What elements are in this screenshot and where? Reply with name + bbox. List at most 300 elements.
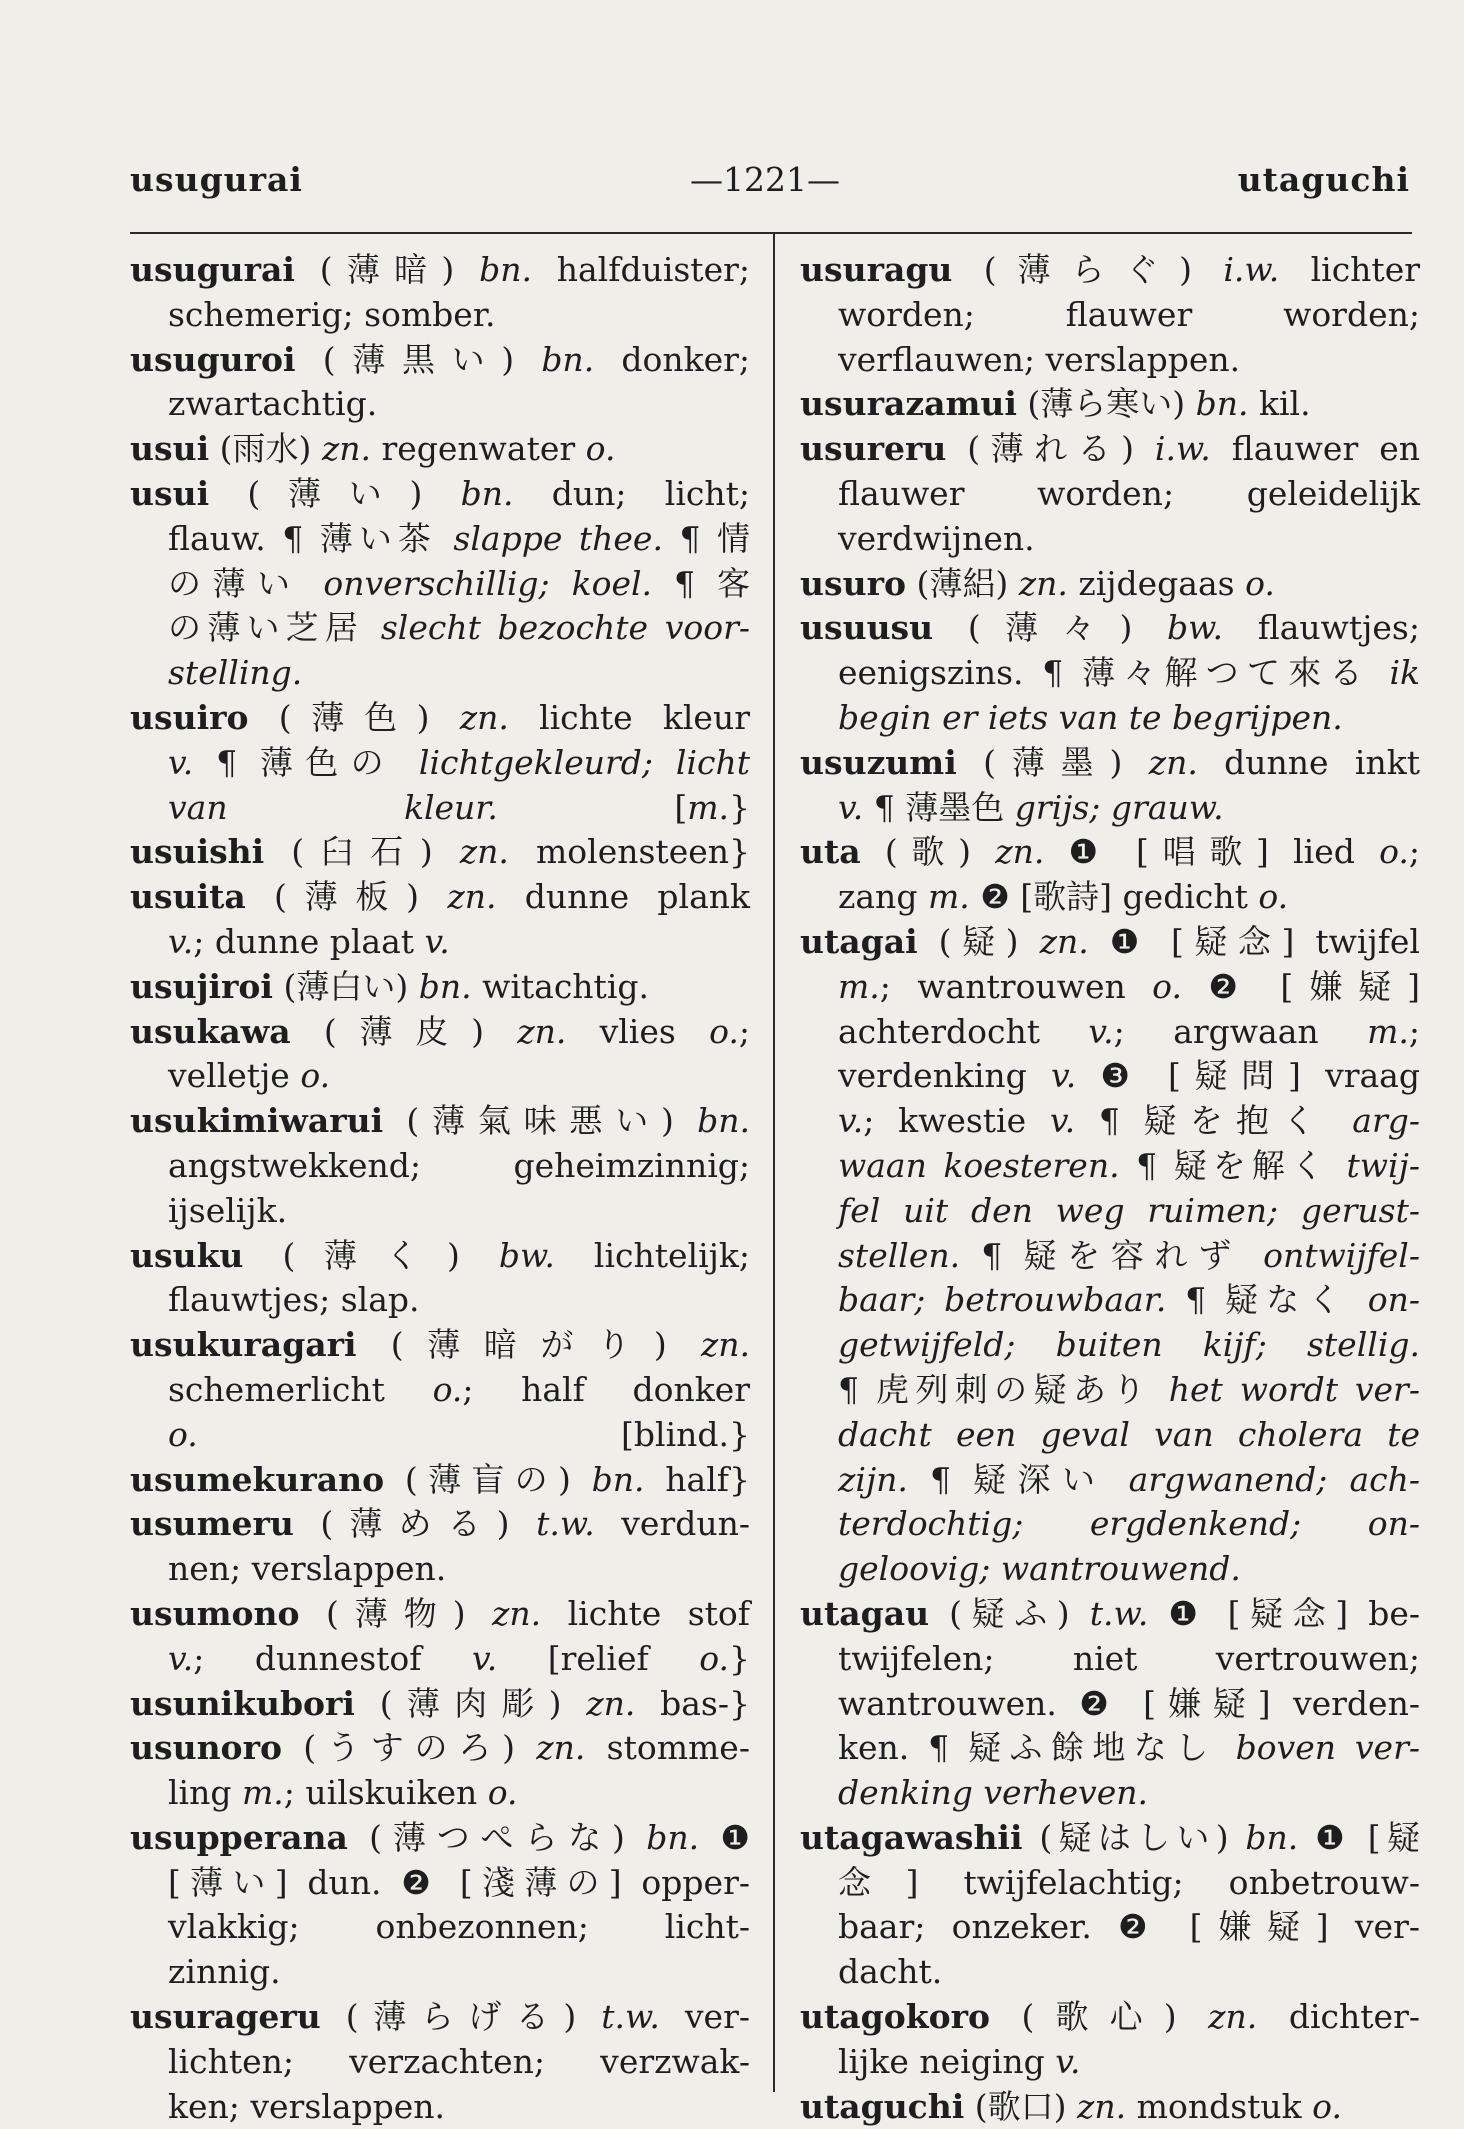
italic-text: zn. [536, 1728, 586, 1768]
headword: usurazamui [800, 384, 1017, 424]
italic-text: argwanend; ach- [1128, 1459, 1421, 1499]
entry-continuation-line [800, 1547, 1420, 1592]
entry-text: (薄肉彫) [354, 1683, 587, 1723]
headword: utagai [800, 921, 918, 961]
entry-text: } [729, 787, 750, 827]
italic-text: o. [300, 1056, 331, 1096]
entry-headword-line [130, 1010, 750, 1055]
entry-headword-line [800, 1995, 1420, 2040]
entry-continuation-line [130, 293, 750, 338]
entry-text: ❷ [歌詩] gedicht [969, 877, 1259, 917]
entry-continuation-line [130, 786, 750, 831]
italic-text: fel uit den weg ruimen; gerust- [838, 1190, 1420, 1230]
entry-text: bas-} [635, 1683, 750, 1723]
entry-headword-line [800, 382, 1420, 427]
entry-text: lichtelijk; [554, 1235, 750, 1275]
entry-continuation-line [800, 517, 1420, 562]
page-number: —1221— [690, 160, 840, 199]
entry-continuation-line [800, 1771, 1420, 1816]
entry-text: ¶ 疑なく [1166, 1280, 1368, 1320]
entry-text: worden; flauwer worden; [838, 294, 1420, 334]
entry-text: verflauwen; verslappen. [838, 339, 1241, 379]
italic-text: m. [838, 966, 880, 1006]
entry-text: stomme- [585, 1728, 750, 1768]
entry-text: flauw. ¶ 薄い茶 [168, 518, 454, 558]
headword: usumono [130, 1593, 300, 1633]
headword: usumeru [130, 1504, 294, 1544]
italic-text: van kleur. [168, 787, 498, 827]
italic-text: o. [487, 1773, 518, 1813]
headword: uta [800, 832, 861, 872]
italic-text: o. [1258, 877, 1289, 917]
italic-text: i.w. [1223, 250, 1280, 289]
entry-headword-line [800, 830, 1420, 875]
italic-text: zn. [1077, 2086, 1127, 2126]
italic-text: o. [585, 429, 616, 469]
entry-text: ¶ 虎列刺の疑あり [838, 1369, 1169, 1409]
entry-text: half} [644, 1459, 750, 1499]
entry-text: ¶ 疑を容れず [960, 1235, 1264, 1275]
entry-headword-line [130, 1234, 750, 1279]
entry-text: donker; [594, 339, 751, 379]
entry-text: (薄める) [293, 1504, 537, 1544]
italic-text: stellen. [838, 1235, 961, 1275]
entry-continuation-line [800, 1637, 1420, 1682]
column-divider [773, 232, 775, 2092]
italic-text: zn. [1208, 1997, 1258, 2037]
entry-text: dunne inkt [1197, 742, 1420, 782]
entry-text: (薄墨) [956, 742, 1149, 782]
entry-continuation-line [800, 293, 1420, 338]
italic-text: getwijfeld; buiten kijf; stellig. [838, 1325, 1420, 1365]
entry-text: regenwater [370, 429, 586, 469]
headword: usukawa [130, 1011, 291, 1051]
entry-headword-line [130, 830, 750, 875]
entry-continuation-line [800, 472, 1420, 517]
entry-continuation-line [800, 1189, 1420, 1234]
italic-text: zn. [492, 1593, 542, 1633]
italic-text: o. [432, 1369, 463, 1409]
headword: usuragu [800, 250, 953, 289]
entry-text: angstwekkend; geheimzinnig; [168, 1145, 750, 1185]
entry-text: zinnig. [168, 1952, 281, 1992]
left-guideword: usugurai [130, 160, 303, 199]
entry-text: (臼石) [264, 832, 460, 872]
entry-continuation-line [800, 1010, 1420, 1055]
entry-headword-line [130, 1099, 750, 1144]
entry-continuation-line [800, 1323, 1420, 1368]
entry-headword-line [130, 1592, 750, 1637]
entry-text: dunne plank [496, 877, 751, 917]
entry-text: witachtig. [471, 966, 649, 1006]
italic-text: dacht een geval van cholera te [838, 1414, 1420, 1454]
italic-text: v. [168, 921, 194, 961]
entry-text: (薄色) [248, 697, 460, 737]
entry-text: molensteen} [508, 832, 750, 872]
entry-text: ; dunne plaat [193, 921, 425, 961]
left-column [130, 248, 750, 2129]
entry-text: ¶ 薄墨色 [863, 787, 1015, 827]
italic-text: v. [168, 742, 194, 782]
entry-headword-line [800, 920, 1420, 965]
entry-headword-line [130, 338, 750, 383]
entry-continuation-line [130, 1368, 750, 1413]
entry-text: ver- [659, 1997, 751, 2037]
entry-continuation-line [130, 1278, 750, 1323]
entry-continuation-line [130, 1054, 750, 1099]
headword: usuiro [130, 697, 249, 737]
entry-text: ¶ 疑深い [907, 1459, 1129, 1499]
entry-continuation-line [800, 786, 1420, 831]
italic-text: waan koesteren. [838, 1145, 1120, 1185]
entry-text: (雨水) [209, 429, 322, 469]
entry-text: (うすのろ) [281, 1728, 537, 1768]
entry-text: [ [497, 787, 688, 827]
headword: usupperana [130, 1817, 348, 1857]
entry-headword-line [800, 427, 1420, 472]
entry-text: lichte kleur [508, 697, 750, 737]
entry-text: (疑) [917, 921, 1040, 961]
entry-headword-line [130, 472, 750, 517]
entry-continuation-line [130, 1144, 750, 1189]
italic-text: het wordt ver- [1168, 1369, 1420, 1409]
entry-text: vlies [566, 1011, 710, 1051]
entry-headword-line [800, 606, 1420, 651]
entry-headword-line [800, 2085, 1420, 2129]
headword: usui [130, 429, 210, 469]
entry-text: (歌心) [989, 1997, 1209, 2037]
entry-text: halfduister; [531, 250, 750, 289]
italic-text: v. [838, 1101, 864, 1141]
italic-text: begin er iets van te begrijpen. [838, 697, 1343, 737]
headword: utagawashii [800, 1817, 1023, 1857]
italic-text: zijn. [838, 1459, 908, 1499]
entry-text: (薄暗) [294, 250, 480, 289]
entry-continuation-line [800, 1905, 1420, 1950]
entry-text: (薄い) [209, 473, 461, 513]
headword: utagokoro [800, 1997, 990, 2037]
right-guideword: utaguchi [1237, 160, 1410, 199]
entry-text: (薄らぐ) [952, 250, 1224, 289]
entry-text: ❷ [嫌疑] [1181, 966, 1420, 1006]
entry-text: verdun- [594, 1504, 751, 1544]
entry-text: (薄黒い) [295, 339, 542, 379]
entry-continuation-line [800, 1458, 1420, 1503]
entry-headword-line [130, 1726, 750, 1771]
italic-text: o. [168, 1414, 198, 1454]
entry-continuation-line [800, 875, 1420, 920]
entry-continuation-line [800, 1278, 1420, 1323]
headword: usui [130, 473, 210, 513]
italic-text: zn. [459, 832, 509, 872]
entry-text: [relief [497, 1638, 700, 1678]
entry-text: zang [838, 877, 928, 917]
entry-text: ken; verslappen. [168, 2086, 446, 2126]
italic-text: geloovig; wantrouwend. [838, 1549, 1241, 1589]
italic-text: slappe thee. [453, 518, 663, 558]
entry-text: (薄れる) [946, 429, 1155, 469]
entry-continuation-line [130, 1413, 750, 1458]
headword: utagau [800, 1593, 930, 1633]
entry-text: (薄く) [243, 1235, 499, 1275]
headword: usuusu [800, 608, 934, 648]
headword: usunikubori [130, 1683, 355, 1723]
italic-text: lichtgekleurd; licht [418, 742, 750, 782]
entry-text: ; [1408, 1011, 1420, 1051]
italic-text: bn. [460, 473, 514, 513]
entry-text: lichter [1279, 250, 1421, 289]
entry-text: ; kwestie [863, 1101, 1050, 1141]
entry-headword-line [130, 696, 750, 741]
italic-text: stelling. [168, 653, 303, 693]
italic-text: terdochtig; ergdenkend; on- [838, 1504, 1420, 1544]
italic-text: zn. [321, 429, 371, 469]
headword: usuzumi [800, 742, 957, 782]
entry-headword-line [130, 1458, 750, 1503]
headword: usugurai [130, 250, 295, 289]
italic-text: zn. [1039, 921, 1089, 961]
italic-text: o. [1312, 2086, 1342, 2126]
entry-text: mondstuk [1126, 2086, 1313, 2126]
entry-text: ❶ [疑念] twijfel [1088, 921, 1420, 961]
italic-text: bn. [646, 1817, 700, 1857]
entry-text: (歌) [860, 832, 996, 872]
entry-text: ¶ 客 [652, 563, 750, 603]
entry-text: ; [1408, 832, 1420, 872]
italic-text: o. [1379, 832, 1409, 872]
italic-text: t.w. [601, 1997, 660, 2037]
italic-text: bw. [1167, 608, 1223, 648]
entry-headword-line [130, 248, 750, 293]
entry-text: (薄白い) [272, 966, 419, 1006]
entry-headword-line [130, 965, 750, 1010]
entry-text: [薄い] dun. ❷ [淺薄の] opper- [168, 1862, 750, 1902]
entry-text: ❶ [疑 [1298, 1817, 1420, 1857]
right-column [800, 248, 1420, 2129]
italic-text: zn. [995, 832, 1045, 872]
entry-headword-line [130, 875, 750, 920]
entry-continuation-line [130, 651, 750, 696]
entry-text: ¶ 疑を解く [1119, 1145, 1347, 1185]
entry-text: velletje [168, 1056, 301, 1096]
entry-text: vlakkig; onbezonnen; licht- [168, 1907, 750, 1947]
entry-continuation-line [130, 2040, 750, 2085]
entry-text: flauwer en [1210, 429, 1420, 469]
entry-text: ¶ 疑を抱く [1075, 1101, 1353, 1141]
italic-text: bn. [418, 966, 472, 1006]
entry-continuation-line [130, 1861, 750, 1906]
entry-text: kil. [1248, 384, 1311, 424]
entry-headword-line [800, 741, 1420, 786]
headword: usuro [800, 563, 906, 603]
entry-text: flauwtjes; slap. [168, 1280, 420, 1320]
italic-text: v. [1088, 1011, 1114, 1051]
entry-text: nen; verslappen. [168, 1549, 447, 1589]
entry-text: ; uilskuiken [283, 1773, 488, 1813]
entry-text: dacht. [838, 1952, 943, 1992]
entry-text: baar; onzeker. ❷ [嫌疑] ver- [838, 1907, 1420, 1947]
italic-text: ontwijfel- [1263, 1235, 1420, 1275]
entry-text: dichter- [1257, 1997, 1421, 2037]
entry-text: (薄絽) [905, 563, 1019, 603]
italic-text: twij- [1346, 1145, 1420, 1185]
italic-text: bn. [541, 339, 595, 379]
entry-continuation-line [130, 382, 750, 427]
italic-text: v. [1051, 1056, 1077, 1096]
entry-continuation-line [130, 562, 750, 607]
italic-text: m. [241, 1773, 284, 1813]
entry-continuation-line [800, 651, 1420, 696]
entry-headword-line [800, 1816, 1420, 1861]
entry-continuation-line [800, 696, 1420, 741]
entry-headword-line [800, 562, 1420, 607]
entry-text: ijselijk. [168, 1190, 288, 1230]
italic-text: grijs; grauw. [1014, 787, 1224, 827]
entry-text: の薄い [168, 563, 324, 603]
italic-text: m. [1367, 1011, 1409, 1051]
italic-text: slecht bezochte voor- [380, 608, 751, 648]
entry-text: ; half donker [462, 1369, 751, 1409]
entry-text: dun; licht; [513, 473, 751, 513]
italic-text: o. [1245, 563, 1275, 603]
entry-text: lichten; verzachten; verzwak- [168, 2041, 750, 2081]
entry-text: 念] twijfelachtig; onbetrouw- [838, 1862, 1420, 1902]
entry-text: (薄盲の) [384, 1459, 592, 1499]
entry-text: ❶ [疑念] be- [1148, 1593, 1421, 1633]
header-rule [130, 232, 1412, 234]
italic-text: o. [699, 1638, 729, 1678]
entry-continuation-line [130, 1637, 750, 1682]
headword: usuishi [130, 832, 265, 872]
entry-headword-line [130, 1816, 750, 1861]
headword: usujiroi [130, 966, 273, 1006]
entry-headword-line [800, 248, 1420, 293]
entry-text: (薄ら寒い) [1016, 384, 1196, 424]
headword: utaguchi [800, 2086, 965, 2126]
entry-text: (薄々) [933, 608, 1168, 648]
italic-text: bn. [479, 250, 532, 289]
italic-text: v. [838, 787, 864, 827]
entry-headword-line [130, 1682, 750, 1727]
entry-continuation-line [130, 1771, 750, 1816]
italic-text: bn. [697, 1101, 750, 1141]
running-header [130, 160, 1410, 210]
entry-continuation-line [800, 1099, 1420, 1144]
entry-text: ❶ [699, 1817, 750, 1857]
entry-text: ling [168, 1773, 242, 1813]
entry-text: zwartachtig. [168, 384, 378, 424]
italic-text: v. [168, 1638, 194, 1678]
entry-continuation-line [800, 338, 1420, 383]
italic-text: zn. [1018, 563, 1068, 603]
italic-text: zn. [447, 877, 497, 917]
entry-headword-line [800, 1592, 1420, 1637]
entry-text: verdenking [838, 1056, 1051, 1096]
italic-text: t.w. [536, 1504, 595, 1544]
italic-text: m. [687, 787, 729, 827]
entry-text: ken. ¶ 疑ふ餘地なし [838, 1728, 1236, 1768]
italic-text: zn. [586, 1683, 636, 1723]
italic-text: zn. [1148, 742, 1198, 782]
entry-continuation-line [800, 1413, 1420, 1458]
italic-text: on- [1367, 1280, 1420, 1320]
entry-text: ; [738, 1011, 750, 1051]
entry-text: (歌口) [964, 2086, 1078, 2126]
entry-continuation-line [130, 517, 750, 562]
entry-text: (薄らげる) [320, 1997, 602, 2037]
entry-text: ; wantrouwen [879, 966, 1153, 1006]
entry-continuation-line [130, 920, 750, 965]
entry-text: の薄い芝居 [168, 608, 381, 648]
italic-text: m. [927, 877, 970, 917]
entry-text: ❸ [疑問] vraag [1076, 1056, 1420, 1096]
entry-text: lichte stof [541, 1593, 750, 1633]
italic-text: o. [1152, 966, 1182, 1006]
italic-text: onverschillig; koel. [323, 563, 653, 603]
italic-text: ik [1389, 653, 1420, 693]
italic-text: v. [424, 921, 450, 961]
italic-text: zn. [700, 1325, 750, 1365]
entry-text: ; argwaan [1113, 1011, 1368, 1051]
entry-text: lijke neiging [838, 2041, 1056, 2081]
entry-text: (薄皮) [290, 1011, 518, 1051]
entry-headword-line [130, 427, 750, 472]
entry-continuation-line [800, 1054, 1420, 1099]
headword: usurageru [130, 1997, 321, 2037]
entry-text: flauwtjes; [1223, 608, 1420, 648]
entry-text: ¶ 情 [662, 518, 750, 558]
headword: usuku [130, 1235, 244, 1275]
entry-continuation-line [130, 1905, 750, 1950]
entry-continuation-line [800, 1682, 1420, 1727]
italic-text: boven ver- [1235, 1728, 1420, 1768]
headword: usuguroi [130, 339, 296, 379]
entry-continuation-line [800, 1726, 1420, 1771]
italic-text: bw. [498, 1235, 555, 1275]
entry-continuation-line [130, 741, 750, 786]
italic-text: v. [472, 1638, 498, 1678]
entry-continuation-line [800, 965, 1420, 1010]
headword: usukuragari [130, 1325, 357, 1365]
entry-headword-line [130, 1323, 750, 1368]
entry-text: achterdocht [838, 1011, 1089, 1051]
entry-continuation-line [800, 1861, 1420, 1906]
entry-continuation-line [800, 1950, 1420, 1995]
italic-text: bn. [591, 1459, 645, 1499]
italic-text: o. [709, 1011, 739, 1051]
italic-text: baar; betrouwbaar. [838, 1280, 1167, 1320]
italic-text: bn. [1195, 384, 1249, 424]
entry-continuation-line [130, 606, 750, 651]
italic-text: denking verheven. [838, 1773, 1148, 1813]
entry-headword-line [130, 1995, 750, 2040]
headword: usureru [800, 429, 947, 469]
entry-text: wantrouwen. ❷ [嫌疑] verden- [838, 1683, 1420, 1723]
entry-text: } [729, 1638, 750, 1678]
italic-text: t.w. [1089, 1593, 1149, 1633]
entry-text: twijfelen; niet vertrouwen; [838, 1638, 1420, 1678]
entry-text: schemerlicht [168, 1369, 433, 1409]
entry-continuation-line [800, 2040, 1420, 2085]
entry-headword-line [130, 1502, 750, 1547]
italic-text: arg- [1352, 1101, 1420, 1141]
entry-text: schemerig; somber. [168, 294, 496, 334]
entry-continuation-line [130, 1547, 750, 1592]
entry-continuation-line [800, 1368, 1420, 1413]
headword: usukimiwarui [130, 1101, 384, 1141]
entry-text: eenigszins. ¶ 薄々解つて來る [838, 653, 1390, 693]
entry-text: (薄暗がり) [356, 1325, 701, 1365]
